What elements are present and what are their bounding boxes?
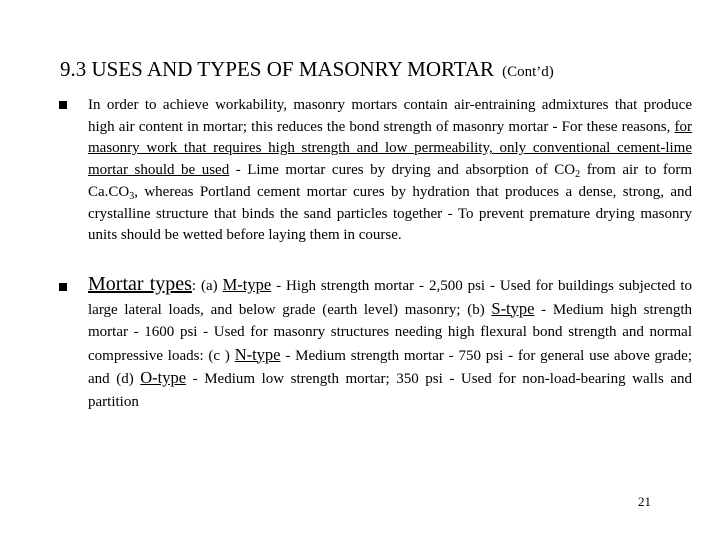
s-type-text: - Medium high strength mortar - 1600 psi - Used for masonry structures needing high flexural bond strength and normal compressive loads: (c ) — [88, 301, 692, 364]
m-prefix: (a) — [201, 278, 218, 294]
n-type-text: - Medium strength mortar - 750 psi - for general use above grade; and (d) — [88, 347, 693, 387]
p1-text-b: - Lime mortar cures by drying and absorption of CO — [235, 162, 576, 179]
heading-colon: : — [191, 278, 197, 294]
title-main: 9.3 USES AND TYPES OF MASONRY MORTAR — [60, 57, 495, 81]
m-type-label: M-type — [222, 275, 272, 294]
s-type-label: S-type — [491, 298, 535, 318]
p1-text-d: , whereas Portland cement mortar cures by hydration that produces a dense, strong, and crystalline structure that binds the sand particles together - To prevent premature drying masonry units should be wetted before laying them in course. — [88, 183, 692, 244]
m-type-text: - High strength mortar - 2,500 psi - Used for buildings subjected to large lateral loads, and below grade (earth level) masonry; — [88, 278, 693, 318]
slide-title — [60, 55, 700, 86]
paragraph-workability — [88, 95, 692, 247]
o-type-text: - Medium low strength mortar; 350 psi - Used for non-load-bearing walls and partition — [88, 371, 693, 410]
o-type-label: O-type — [140, 368, 187, 387]
paragraph-mortar-types — [88, 273, 692, 413]
p1-subscript-3: 3 — [129, 190, 135, 202]
s-prefix: (b) — [467, 301, 485, 318]
p1-underlined-recommendation: for masonry work that requires high strength and low permeability, only conventional cement-lime mortar should be used — [88, 118, 692, 179]
p1-subscript-2: 2 — [575, 169, 581, 181]
mortar-types-heading: Mortar types — [88, 273, 192, 295]
p1-text-c: from air to form Ca.CO — [88, 162, 693, 200]
p1-text-a: In order to achieve workability, masonry mortars contain air-entraining admixtures that produce high air content in mortar; this reduces the bond strength of masonry mortar - For these reasons, — [88, 97, 692, 135]
bullet-marker-1 — [59, 101, 67, 109]
n-type-label: N-type — [234, 344, 281, 364]
title-continued: (Cont’d) — [502, 64, 554, 80]
bullet-marker-2 — [59, 283, 67, 291]
page-number: 21 — [638, 494, 651, 509]
